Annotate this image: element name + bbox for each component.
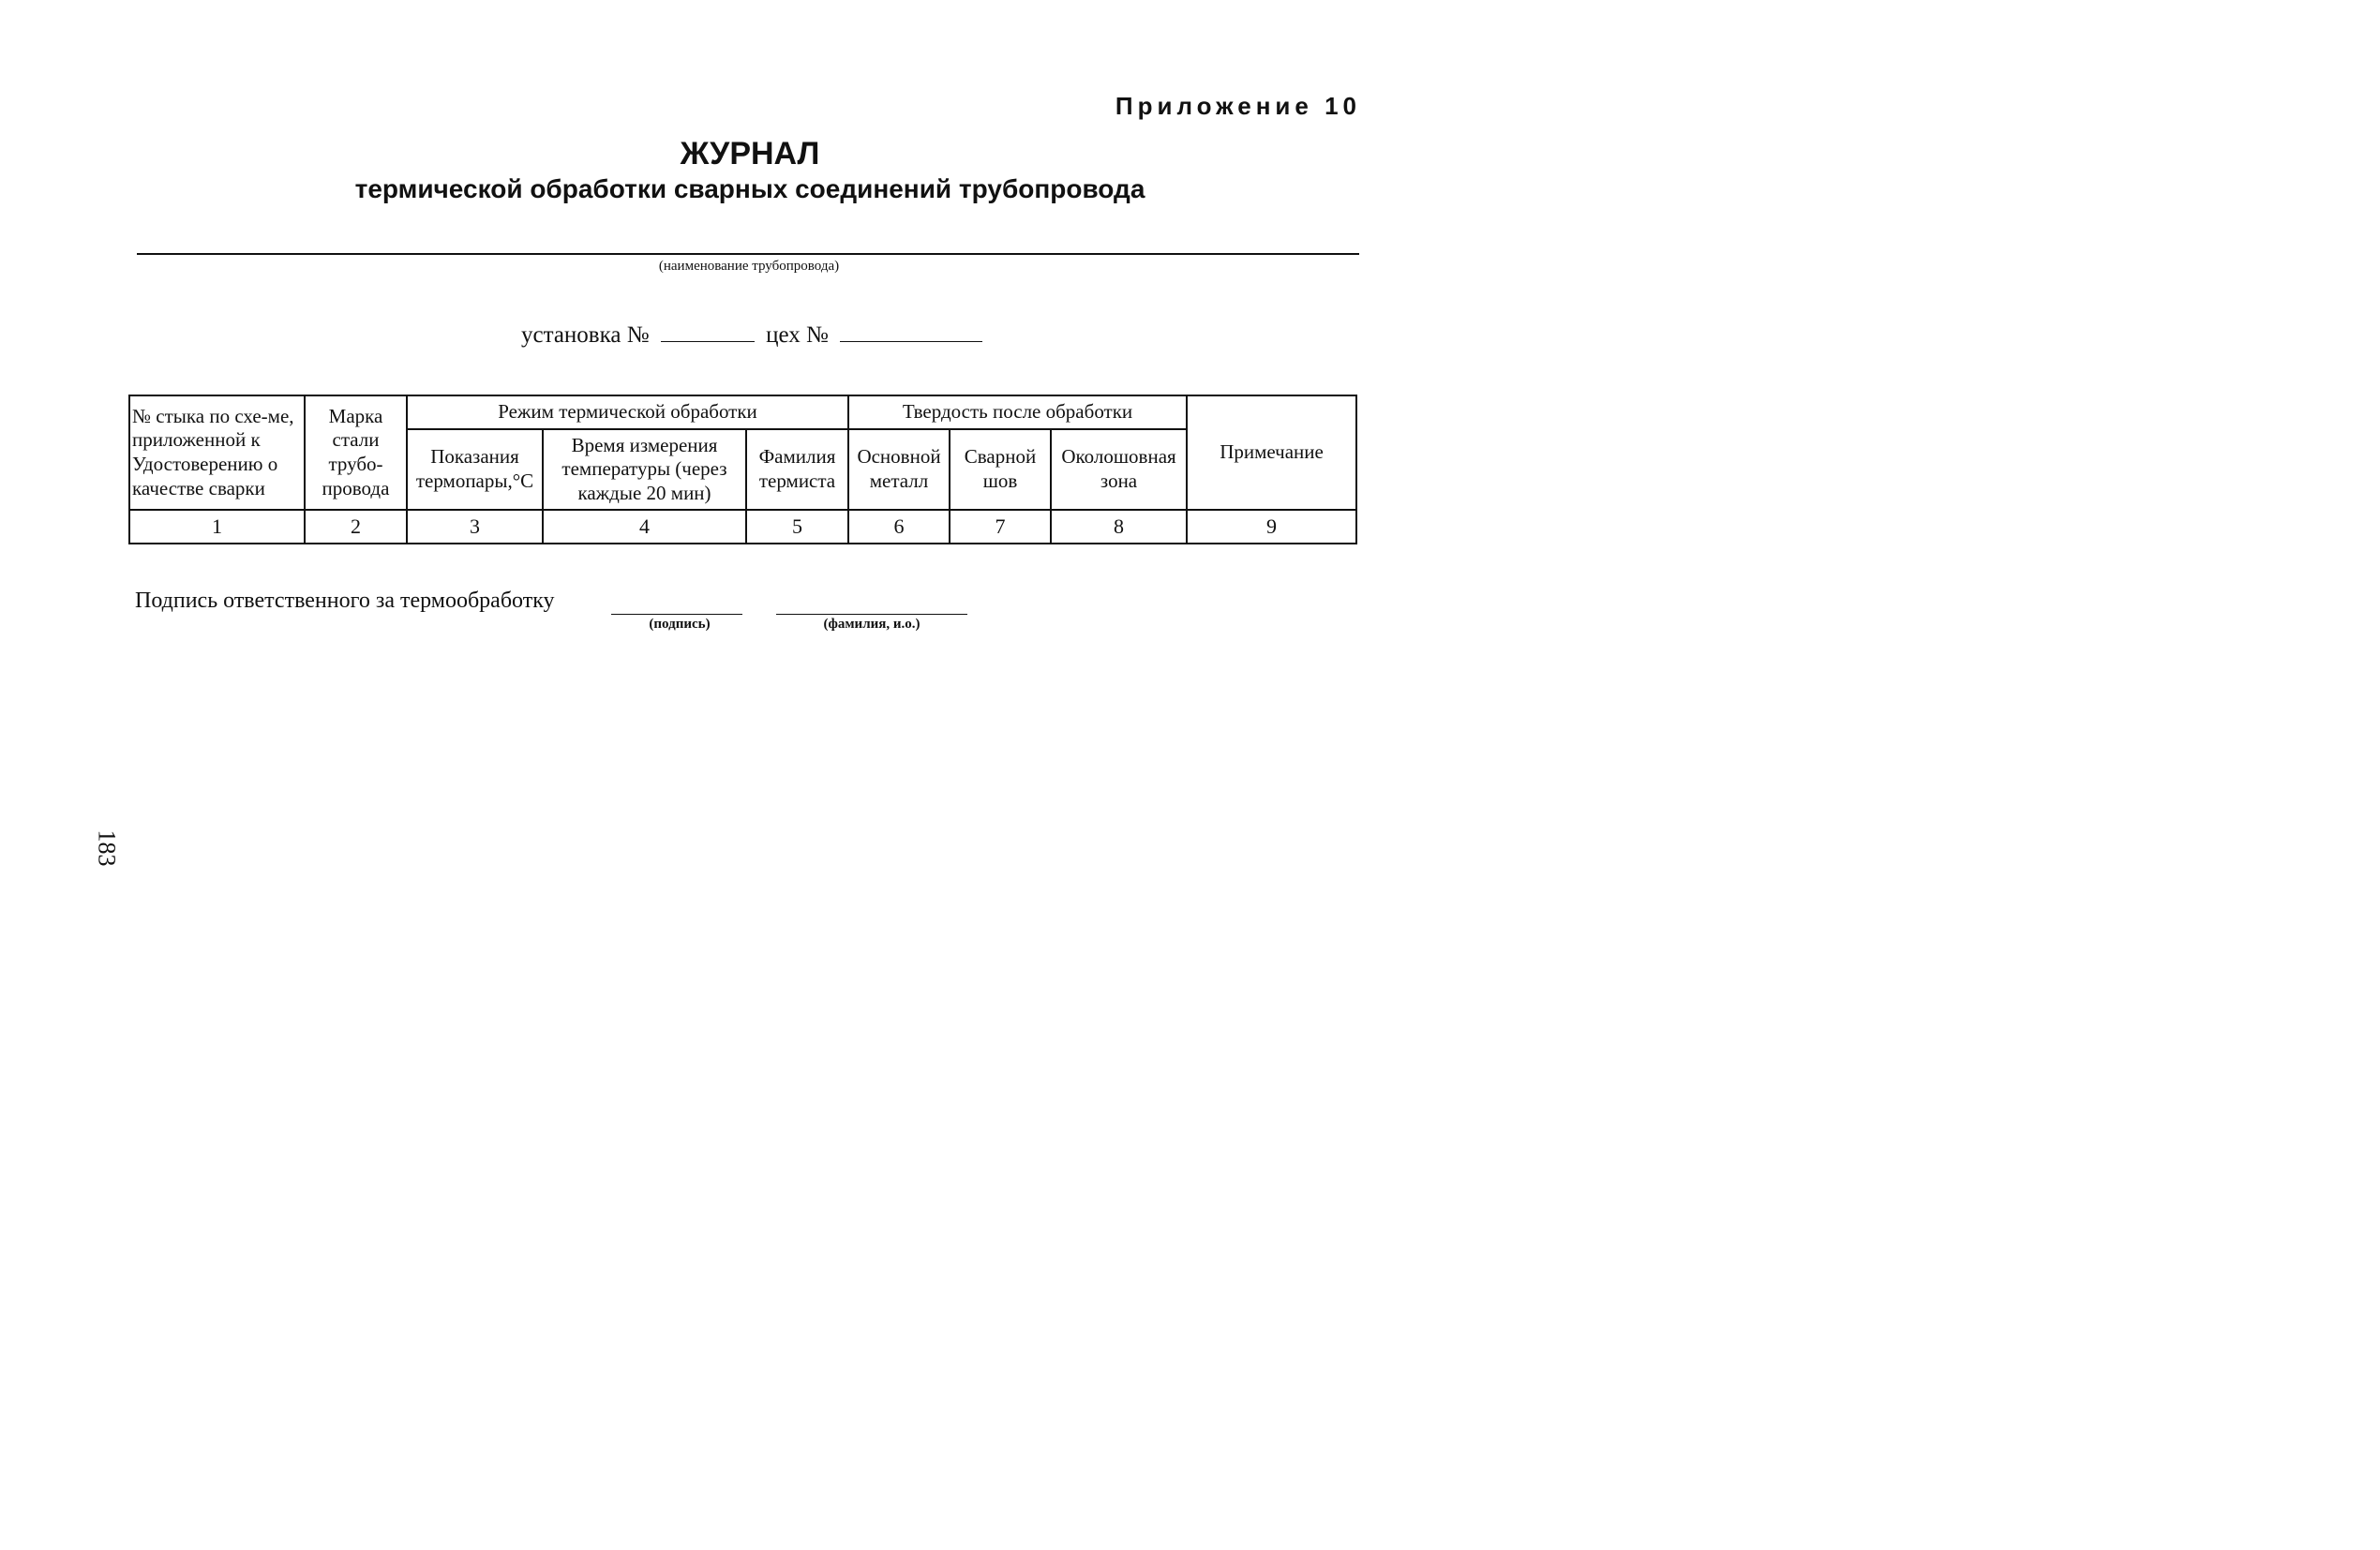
- signature-label: Подпись ответственного за термообработку: [135, 589, 555, 613]
- install-label: установка №: [521, 322, 650, 348]
- pipeline-name-caption: (наименование трубопровода): [658, 259, 840, 274]
- column-number: 9: [1187, 510, 1356, 544]
- shop-number-blank: [840, 320, 982, 342]
- install-number-blank: [661, 320, 755, 342]
- appendix-label: Приложение 10: [1115, 92, 1361, 120]
- document-title: ЖУРНАЛ: [680, 136, 820, 171]
- header-note: Примечание: [1187, 395, 1356, 510]
- column-number: 1: [129, 510, 305, 544]
- column-number: 8: [1051, 510, 1187, 544]
- header-group-hardness: Твердость после обработки: [848, 395, 1187, 429]
- signer-name-caption: (фамилия, и.о.): [823, 617, 921, 632]
- column-number: 3: [407, 510, 543, 544]
- journal-table: [128, 395, 1357, 544]
- column-number: 2: [305, 510, 407, 544]
- signature-caption: (подпись): [649, 617, 711, 632]
- signature-line: [611, 614, 742, 615]
- shop-label: цех №: [766, 322, 829, 348]
- column-number: 7: [950, 510, 1051, 544]
- column-number: 5: [746, 510, 848, 544]
- column-number: 4: [543, 510, 746, 544]
- header-heat-affected-zone: Околошовная зона: [1051, 429, 1187, 510]
- header-measure-time: Время измерения температуры (через каждые 20 мин): [543, 429, 746, 510]
- header-base-metal: Основной металл: [848, 429, 950, 510]
- header-operator-name: Фамилия термиста: [746, 429, 848, 510]
- signer-name-line: [776, 614, 967, 615]
- document-subtitle: термической обработки сварных соединений трубопровода: [354, 174, 1145, 203]
- header-thermocouple: Показания термопары,°С: [407, 429, 543, 510]
- column-number: 6: [848, 510, 950, 544]
- header-joint-number: № стыка по схе-ме, приложенной к Удостоверению о качестве сварки: [129, 395, 305, 510]
- pipeline-name-line: [137, 253, 1359, 255]
- header-steel-grade: Марка стали трубо-провода: [305, 395, 407, 510]
- install-row: [521, 320, 988, 349]
- header-weld-seam: Сварной шов: [950, 429, 1051, 510]
- page-number: 183: [93, 829, 121, 867]
- header-group-heat-mode: Режим термической обработки: [407, 395, 848, 429]
